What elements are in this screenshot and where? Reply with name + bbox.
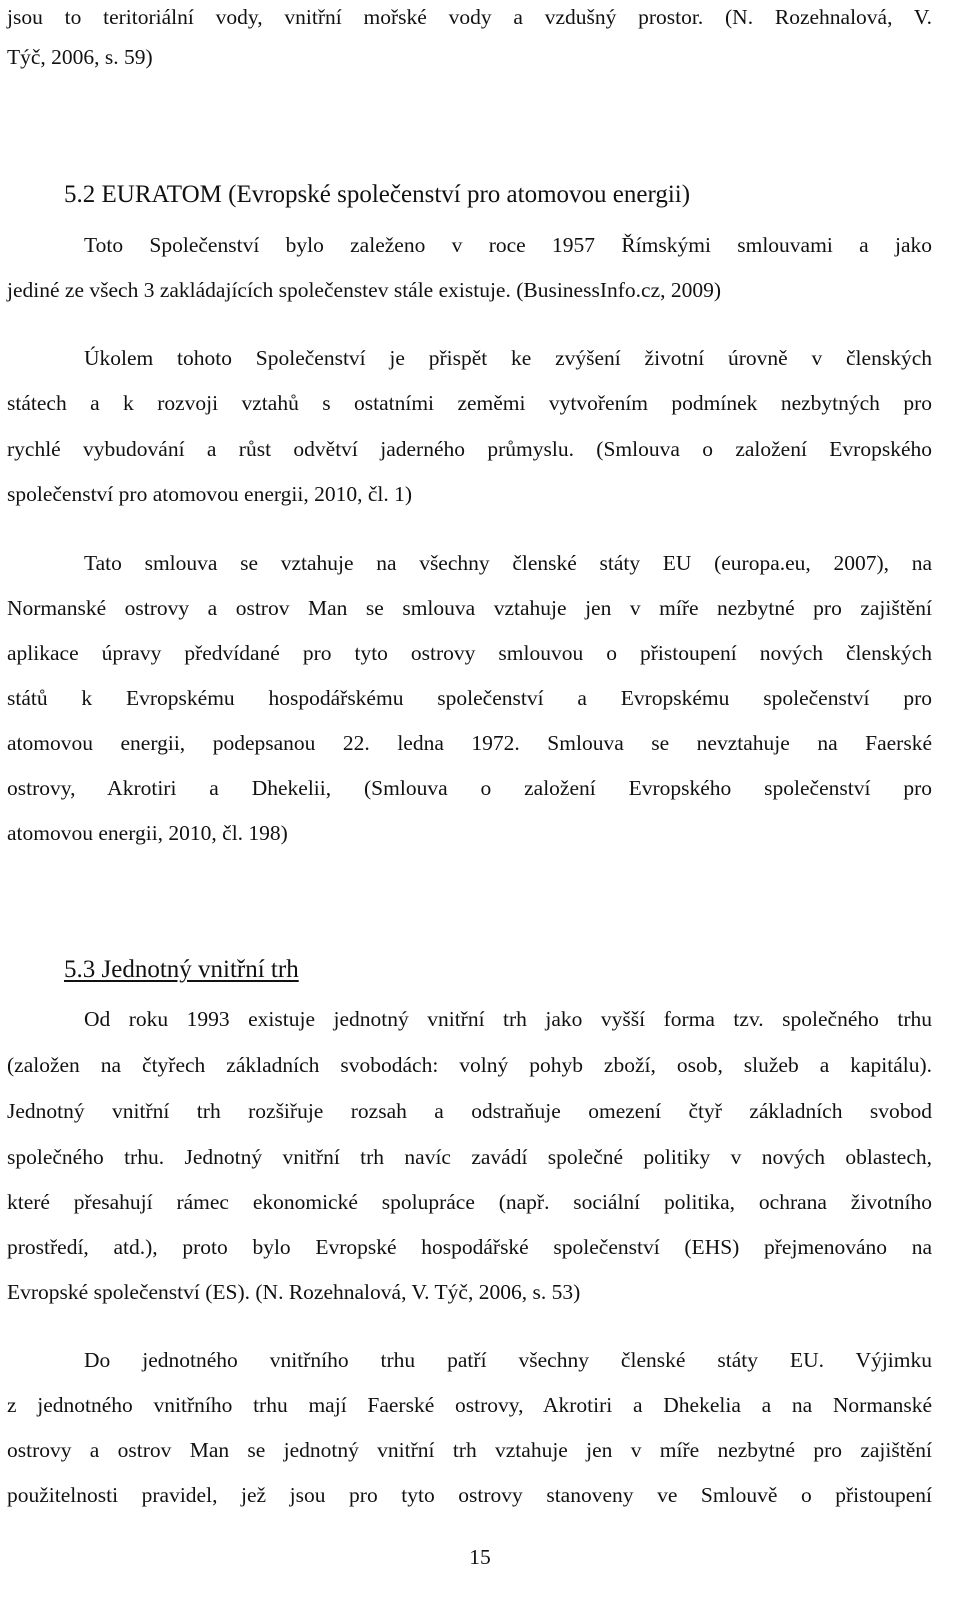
paragraph-line: ostrovy a ostrov Man se jednotný vnitřní trh vztahuje jen v míře nezbytné pro zajištění [7, 1438, 932, 1462]
paragraph-line: (založen na čtyřech základních svobodách: volný pohyb zboží, osob, služeb a kapitálu). [7, 1053, 932, 1077]
paragraph-line: Od roku 1993 existuje jednotný vnitřní trh jako vyšší forma tzv. společného trhu [84, 1007, 932, 1031]
paragraph-line: Úkolem tohoto Společenství je přispět ke zvýšení životní úrovně v členských [84, 346, 932, 370]
paragraph-line: atomovou energii, podepsanou 22. ledna 1972. Smlouva se nevztahuje na Faerské [7, 731, 932, 755]
paragraph-line: z jednotného vnitřního trhu mají Faerské ostrovy, Akrotiri a Dhekelia a na Normanské [7, 1393, 932, 1417]
paragraph-line: které přesahují rámec ekonomické spolupráce (např. sociální politika, ochrana životního [7, 1190, 932, 1214]
section-heading: 5.3 Jednotný vnitřní trh [64, 956, 299, 983]
section-heading: 5.2 EURATOM (Evropské společenství pro atomovou energii) [64, 181, 691, 208]
paragraph-line: ostrovy, Akrotiri a Dhekelii, (Smlouva o založení Evropského společenství pro [7, 776, 932, 800]
paragraph-line: Tato smlouva se vztahuje na všechny členské státy EU (europa.eu, 2007), na [84, 551, 932, 575]
page-number: 15 [469, 1545, 491, 1569]
paragraph-line: Toto Společenství bylo zaleženo v roce 1957 Římskými smlouvami a jako [84, 233, 932, 257]
paragraph-line: Normanské ostrovy a ostrov Man se smlouva vztahuje jen v míře nezbytné pro zajištění [7, 596, 932, 620]
paragraph-line: aplikace úpravy předvídané pro tyto ostrovy smlouvou o přistoupení nových členských [7, 641, 932, 665]
paragraph-line: států k Evropskému hospodářskému společenství a Evropskému společenství pro [7, 686, 932, 710]
paragraph-line: Evropské společenství (ES). (N. Rozehnalová, V. Týč, 2006, s. 53) [7, 1280, 581, 1304]
paragraph-line: použitelnosti pravidel, jež jsou pro tyto ostrovy stanoveny ve Smlouvě o přistoupení [7, 1483, 932, 1507]
paragraph-line: státech a k rozvoji vztahů s ostatními zeměmi vytvořením podmínek nezbytných pro [7, 391, 932, 415]
paragraph-line: Do jednotného vnitřního trhu patří všechny členské státy EU. Výjimku [84, 1348, 932, 1372]
paragraph-line: prostředí, atd.), proto bylo Evropské hospodářské společenství (EHS) přejmenováno na [7, 1235, 932, 1259]
paragraph-line: jediné ze všech 3 zakládajících společenstev stále existuje. (BusinessInfo.cz, 2009) [7, 278, 722, 302]
paragraph-line: Jednotný vnitřní trh rozšiřuje rozsah a odstraňuje omezení čtyř základních svobod [7, 1099, 932, 1123]
paragraph-line: rychlé vybudování a růst odvětví jaderného průmyslu. (Smlouva o založení Evropského [7, 437, 932, 461]
paragraph-line: společenství pro atomovou energii, 2010, čl. 1) [7, 482, 413, 506]
paragraph-line: atomovou energii, 2010, čl. 198) [7, 821, 288, 845]
paragraph-line: společného trhu. Jednotný vnitřní trh navíc zavádí společné politiky v nových oblastech, [7, 1145, 932, 1169]
paragraph-line: Týč, 2006, s. 59) [7, 45, 153, 69]
paragraph-line: jsou to teritoriální vody, vnitřní mořské vody a vzdušný prostor. (N. Rozehnalová, V. [7, 5, 932, 29]
